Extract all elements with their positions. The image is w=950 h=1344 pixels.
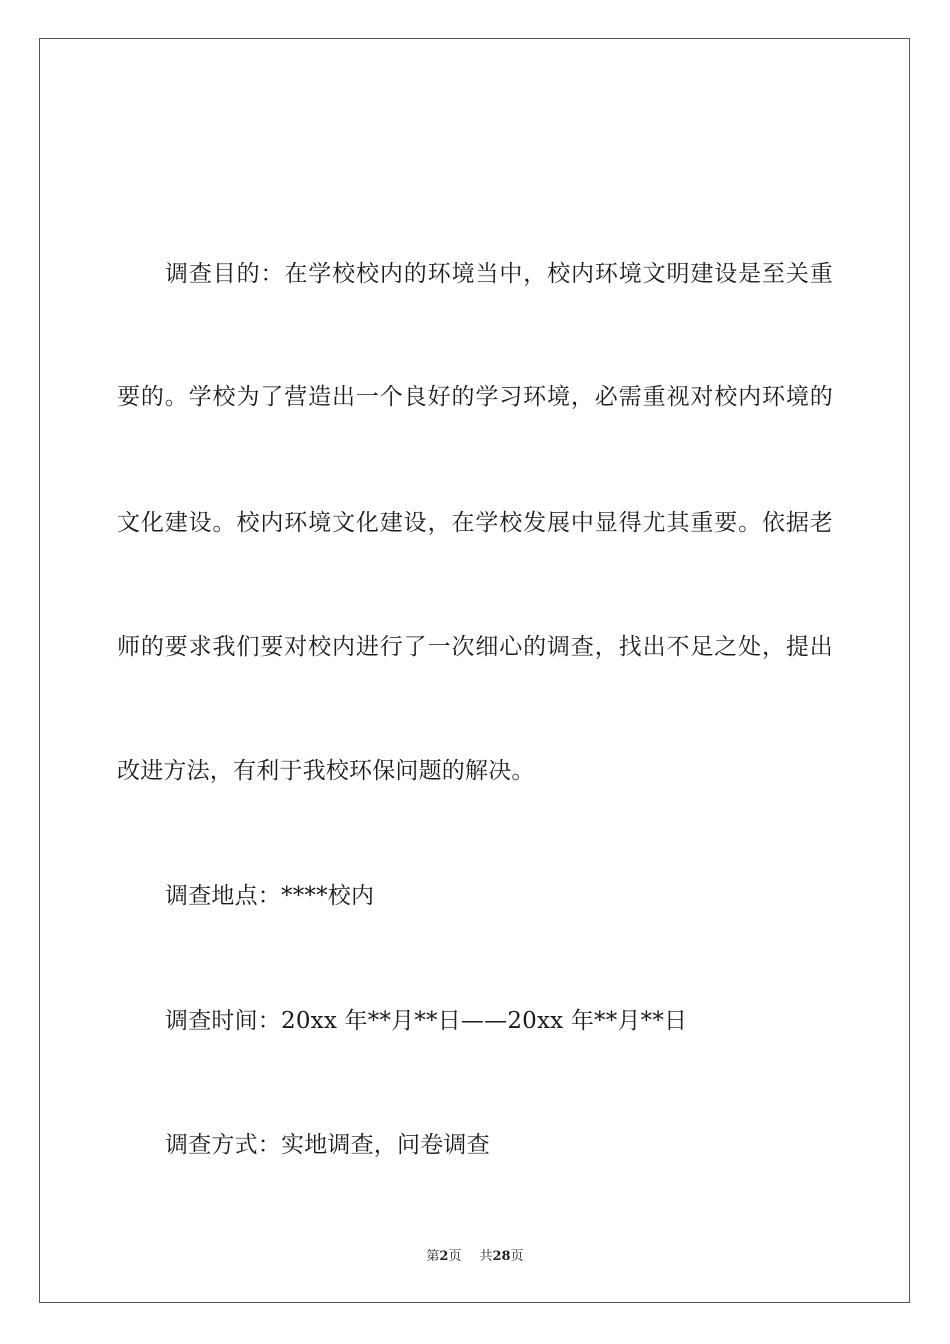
page-prefix: 第 [426, 1249, 440, 1264]
page-suffix: 页 [448, 1249, 462, 1264]
purpose-line-5: 改进方法，有利于我校环保问题的解决。 [117, 758, 535, 784]
time-line: 调查时间：20xx 年**月**日——20xx 年**月**日 [165, 1008, 688, 1034]
purpose-line-2: 要的。学校为了营造出一个良好的学习环境，必需重视对校内环境的 [117, 384, 833, 410]
page-footer [0, 1248, 950, 1266]
total-pages: 28 [492, 1249, 511, 1264]
page-number: 2 [439, 1249, 449, 1264]
location-line: 调查地点：****校内 [165, 883, 375, 909]
page-frame [39, 38, 910, 1303]
purpose-line-1: 调查目的：在学校校内的环境当中，校内环境文明建设是至关重 [165, 261, 833, 287]
total-suffix: 页 [510, 1249, 524, 1264]
purpose-line-4: 师的要求我们要对校内进行了一次细心的调查，找出不足之处，提出 [117, 634, 833, 660]
total-prefix: 共 [479, 1249, 493, 1264]
purpose-line-3: 文化建设。校内环境文化建设，在学校发展中显得尤其重要。依据老 [117, 510, 833, 536]
method-line: 调查方式：实地调查，问卷调查 [165, 1132, 490, 1158]
